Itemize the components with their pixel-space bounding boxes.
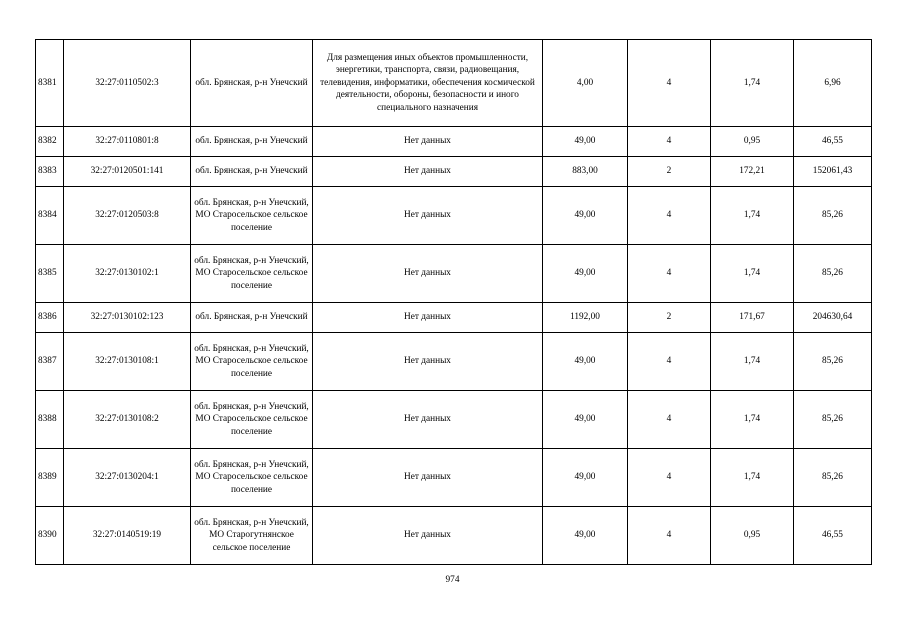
group-cell: 4 [628, 187, 711, 245]
value-cell: 152061,43 [794, 157, 872, 187]
row-number: 8381 [36, 40, 64, 127]
row-number: 8382 [36, 127, 64, 157]
area-cell: 49,00 [543, 391, 628, 449]
group-cell: 4 [628, 333, 711, 391]
cadastral-number: 32:27:0140519:19 [64, 507, 191, 565]
value-cell: 85,26 [794, 187, 872, 245]
purpose-cell: Нет данных [313, 391, 543, 449]
rate-cell: 172,21 [711, 157, 794, 187]
area-cell: 49,00 [543, 245, 628, 303]
area-cell: 49,00 [543, 449, 628, 507]
page-number: 974 [445, 575, 460, 585]
table-row [36, 40, 872, 127]
area-cell: 49,00 [543, 507, 628, 565]
purpose-cell: Нет данных [313, 333, 543, 391]
group-cell: 4 [628, 127, 711, 157]
rate-cell: 1,74 [711, 40, 794, 127]
purpose-cell: Нет данных [313, 507, 543, 565]
cadastral-number: 32:27:0110801:8 [64, 127, 191, 157]
rate-cell: 171,67 [711, 303, 794, 333]
address-cell: обл. Брянская, р-н Унечский [191, 303, 313, 333]
table-row [36, 333, 872, 391]
table-row [36, 507, 872, 565]
purpose-cell: Нет данных [313, 127, 543, 157]
row-number: 8389 [36, 449, 64, 507]
rate-cell: 0,95 [711, 507, 794, 565]
address-cell: обл. Брянская, р-н Унечский, МО Старогутнянское сельское поселение [191, 507, 313, 565]
area-cell: 1192,00 [543, 303, 628, 333]
cadastral-number: 32:27:0130102:1 [64, 245, 191, 303]
purpose-cell: Для размещения иных объектов промышленности, энергетики, транспорта, связи, радиовещания, телевидения, информатики, обеспечения космической деятельности, обороны, безопасности и иного специального назначения [313, 40, 543, 127]
group-cell: 4 [628, 391, 711, 449]
address-cell: обл. Брянская, р-н Унечский [191, 157, 313, 187]
group-cell: 2 [628, 303, 711, 333]
row-number: 8384 [36, 187, 64, 245]
row-number: 8387 [36, 333, 64, 391]
cadastral-number: 32:27:0110502:3 [64, 40, 191, 127]
table-row [36, 157, 872, 187]
area-cell: 49,00 [543, 333, 628, 391]
address-cell: обл. Брянская, р-н Унечский, МО Старосельское сельское поселение [191, 449, 313, 507]
address-cell: обл. Брянская, р-н Унечский [191, 127, 313, 157]
address-cell: обл. Брянская, р-н Унечский, МО Старосельское сельское поселение [191, 333, 313, 391]
group-cell: 4 [628, 245, 711, 303]
value-cell: 6,96 [794, 40, 872, 127]
cadastral-number: 32:27:0120503:8 [64, 187, 191, 245]
table-row [36, 449, 872, 507]
row-number: 8388 [36, 391, 64, 449]
rate-cell: 1,74 [711, 187, 794, 245]
group-cell: 2 [628, 157, 711, 187]
group-cell: 4 [628, 40, 711, 127]
rate-cell: 1,74 [711, 245, 794, 303]
table-row [36, 245, 872, 303]
cadastral-number: 32:27:0130108:1 [64, 333, 191, 391]
rate-cell: 1,74 [711, 391, 794, 449]
area-cell: 4,00 [543, 40, 628, 127]
row-number: 8385 [36, 245, 64, 303]
cadastral-number: 32:27:0120501:141 [64, 157, 191, 187]
value-cell: 85,26 [794, 333, 872, 391]
cadastral-number: 32:27:0130108:2 [64, 391, 191, 449]
cadastral-number: 32:27:0130204:1 [64, 449, 191, 507]
purpose-cell: Нет данных [313, 157, 543, 187]
rate-cell: 1,74 [711, 333, 794, 391]
table-row [36, 391, 872, 449]
value-cell: 46,55 [794, 127, 872, 157]
row-number: 8390 [36, 507, 64, 565]
cadastral-number: 32:27:0130102:123 [64, 303, 191, 333]
address-cell: обл. Брянская, р-н Унечский, МО Старосельское сельское поселение [191, 187, 313, 245]
table-row [36, 127, 872, 157]
value-cell: 85,26 [794, 391, 872, 449]
area-cell: 49,00 [543, 187, 628, 245]
rate-cell: 1,74 [711, 449, 794, 507]
rate-cell: 0,95 [711, 127, 794, 157]
value-cell: 85,26 [794, 449, 872, 507]
area-cell: 49,00 [543, 127, 628, 157]
land-plot-table [35, 39, 872, 565]
group-cell: 4 [628, 449, 711, 507]
value-cell: 46,55 [794, 507, 872, 565]
value-cell: 204630,64 [794, 303, 872, 333]
value-cell: 85,26 [794, 245, 872, 303]
purpose-cell: Нет данных [313, 303, 543, 333]
area-cell: 883,00 [543, 157, 628, 187]
table-row [36, 187, 872, 245]
row-number: 8386 [36, 303, 64, 333]
address-cell: обл. Брянская, р-н Унечский, МО Старосельское сельское поселение [191, 245, 313, 303]
address-cell: обл. Брянская, р-н Унечский [191, 40, 313, 127]
purpose-cell: Нет данных [313, 449, 543, 507]
purpose-cell: Нет данных [313, 187, 543, 245]
address-cell: обл. Брянская, р-н Унечский, МО Старосельское сельское поселение [191, 391, 313, 449]
table-row [36, 303, 872, 333]
group-cell: 4 [628, 507, 711, 565]
row-number: 8383 [36, 157, 64, 187]
purpose-cell: Нет данных [313, 245, 543, 303]
